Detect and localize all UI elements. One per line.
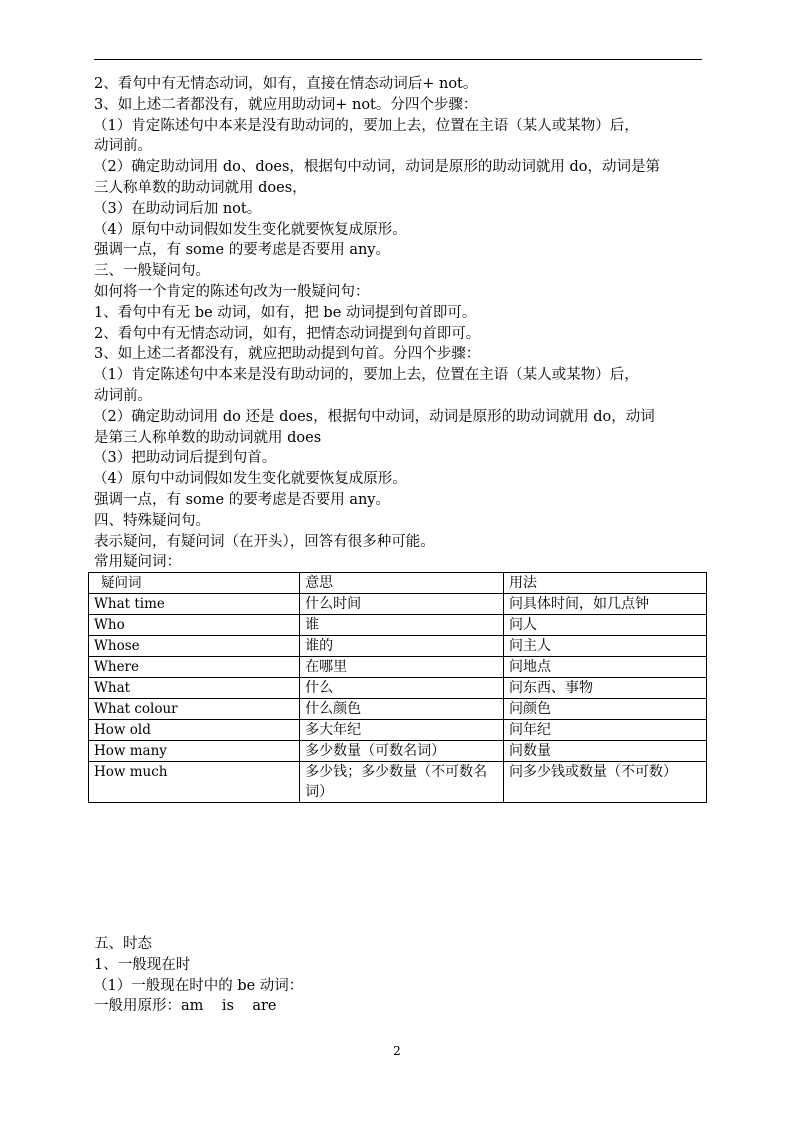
section-heading: 五、时态: [94, 936, 152, 952]
text-line: （1）一般现在时中的 be 动词：: [93, 977, 304, 994]
text-line: 强调一点，有 some 的要考虑是否要用 any。: [94, 491, 391, 508]
table-cell: 多少钱；多少数量（不可数名词）: [300, 762, 504, 803]
table-cell: Where: [89, 657, 300, 678]
text-line: 动词前。: [94, 138, 152, 155]
section-heading: 三、一般疑问句。: [94, 263, 210, 280]
table-row: [89, 594, 707, 615]
table-cell: 问主人: [504, 636, 707, 657]
table-cell: 问人: [504, 615, 707, 636]
table-cell: What colour: [89, 699, 300, 720]
table-cell: What: [89, 678, 300, 699]
text-line: 1、看句中有无 be 动词，如有，把 be 动词提到句首即可。: [94, 304, 477, 321]
table-row: [89, 678, 707, 699]
text-line: （3）把助动词后提到句首。: [93, 450, 277, 467]
section-heading: 四、特殊疑问句。: [94, 512, 210, 529]
table-row: [89, 615, 707, 636]
table-row: [89, 636, 707, 657]
table-header-cell: 用法: [504, 573, 707, 594]
text-line: （2）确定助动词用 do 还是 does，根据句中动词，动词是原形的助动词就用 do，动词: [93, 408, 655, 425]
text-line: 一般用原形：am is are: [94, 998, 277, 1015]
text-line: 2、看句中有无情态动词，如有，直接在情态动词后+ not。: [94, 76, 478, 92]
text-line: 常用疑问词：: [94, 554, 181, 571]
text-line: （1）肯定陈述句中本来是没有助动词的，要加上去，位置在主语（某人或某物）后，: [93, 117, 639, 134]
table-cell: 谁: [300, 615, 504, 636]
table-cell: Whose: [89, 636, 300, 657]
table-row: [89, 720, 707, 741]
table-cell: 问数量: [504, 741, 707, 762]
text-line: 如何将一个肯定的陈述句改为一般疑问句：: [94, 283, 370, 300]
page-number: 2: [393, 1044, 401, 1058]
table-cell: 什么颜色: [300, 699, 504, 720]
text-line: 是第三人称单数的助动词就用 does: [94, 429, 322, 446]
text-line: 1、一般现在时: [94, 956, 191, 973]
table-header-row: [89, 573, 707, 594]
table-cell: 什么: [300, 678, 504, 699]
table-header-cell: 意思: [300, 573, 504, 594]
table-cell: 在哪里: [300, 657, 504, 678]
table-cell: 问颜色: [504, 699, 707, 720]
table-cell: What time: [89, 594, 300, 615]
table-cell: Who: [89, 615, 300, 636]
table-cell: How many: [89, 741, 300, 762]
body-text: [94, 74, 714, 573]
table-cell: 问具体时间，如几点钟: [504, 594, 707, 615]
table-row: [89, 699, 707, 720]
text-line: （3）在助动词后加 not。: [93, 200, 262, 217]
text-line: 3、如上述二者都没有，就应把助动提到句首。分四个步骤：: [94, 346, 481, 363]
text-line: （4）原句中动词假如发生变化就要恢复成原形。: [93, 221, 407, 238]
text-line: （1）肯定陈述句中本来是没有助动词的，要加上去，位置在主语（某人或某物）后，: [93, 367, 639, 384]
table-row: [89, 741, 707, 762]
text-line: 3、如上述二者都没有，就应用助动词+ not。分四个步骤：: [94, 96, 478, 113]
table-cell: How old: [89, 720, 300, 741]
table-header-cell: 疑问词: [89, 573, 300, 594]
table-cell: 问东西、事物: [504, 678, 707, 699]
header-rule: [94, 59, 702, 60]
table-cell: 什么时间: [300, 594, 504, 615]
table-cell: 问地点: [504, 657, 707, 678]
table-cell: 谁的: [300, 636, 504, 657]
table-cell: 多大年纪: [300, 720, 504, 741]
text-line: 动词前。: [94, 387, 152, 404]
text-line: 2、看句中有无情态动词，如有，把情态动词提到句首即可。: [94, 325, 481, 342]
table-row: [89, 762, 707, 803]
table-cell: How much: [89, 762, 300, 803]
table-cell: 多少数量（可数名词）: [300, 741, 504, 762]
table-cell: 问年纪: [504, 720, 707, 741]
text-line: 强调一点，有 some 的要考虑是否要用 any。: [94, 242, 391, 259]
table-cell: 问多少钱或数量（不可数）: [504, 762, 707, 803]
text-line: 三人称单数的助动词就用 does，: [94, 179, 307, 196]
text-line: 表示疑问，有疑问词（在开头），回答有很多种可能。: [94, 533, 435, 550]
text-line: （4）原句中动词假如发生变化就要恢复成原形。: [93, 471, 407, 488]
table-row: [89, 657, 707, 678]
question-words-table: [88, 572, 707, 803]
text-line: （2）确定助动词用 do、does，根据句中动词，动词是原形的助动词就用 do，动词是第: [93, 159, 660, 176]
tense-section: [94, 934, 714, 1017]
